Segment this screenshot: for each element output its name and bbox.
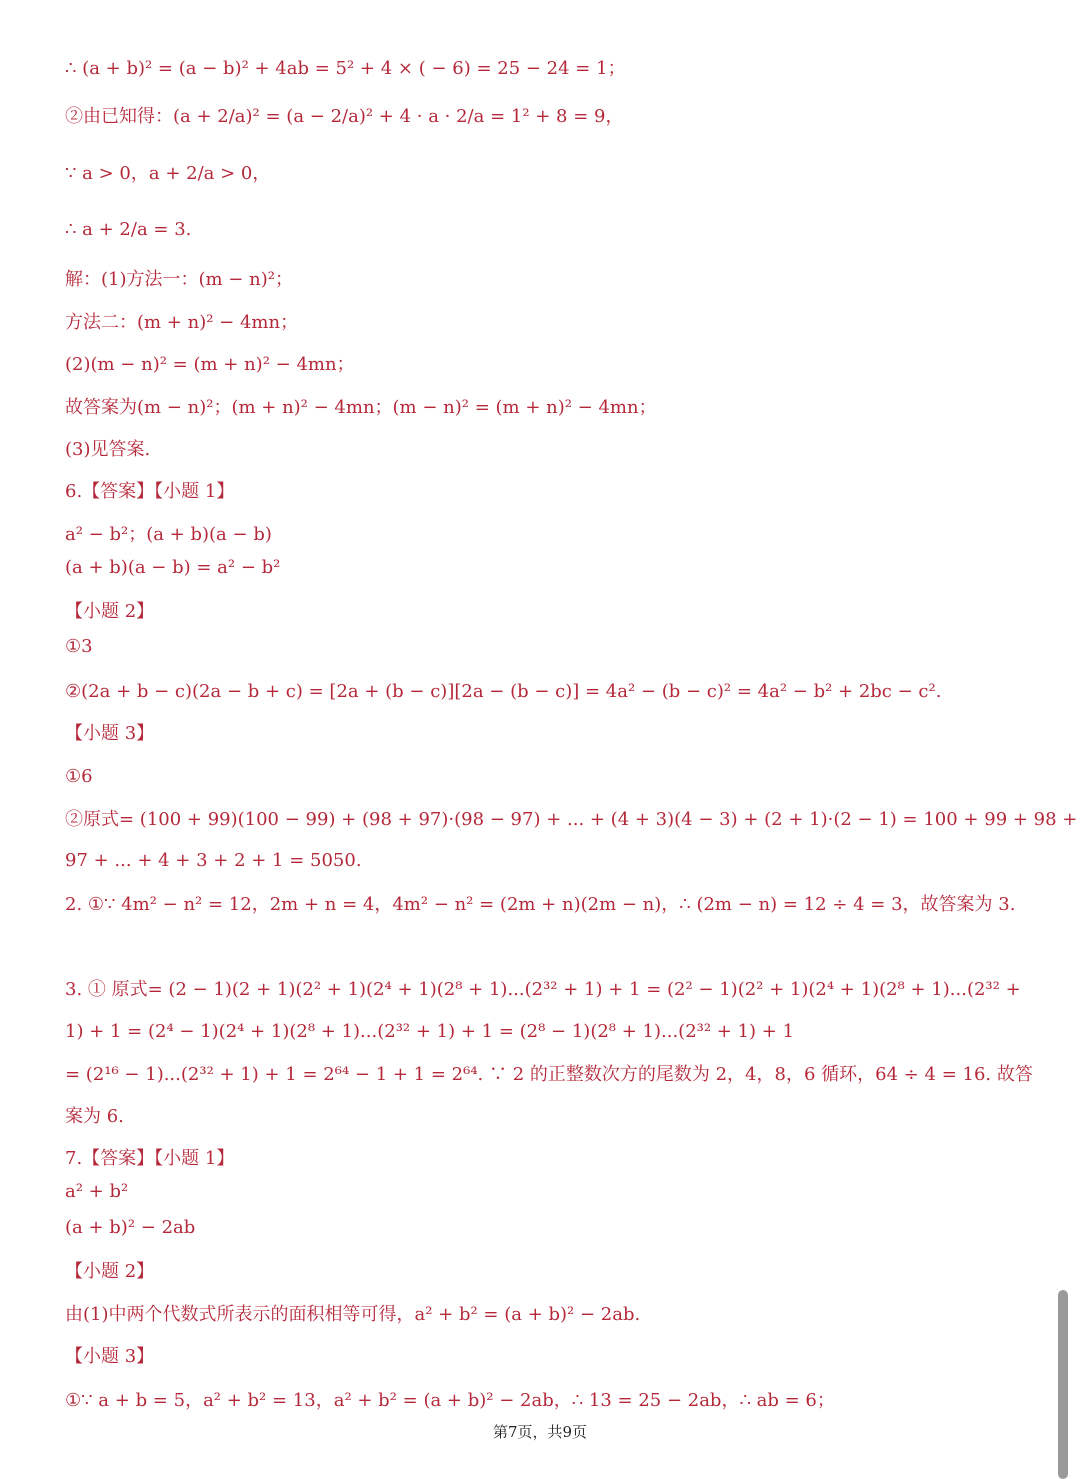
text-line: ①∵ a + b = 5，a² + b² = 13，a² + b² = (a + b)² − 2ab，∴ 13 = 25 − 2ab，∴ ab = 6； xyxy=(65,1390,835,1411)
text-line: (a + b)² − 2ab xyxy=(65,1217,196,1238)
text-line: ∵ a > 0，a + 2/a > 0， xyxy=(65,163,271,184)
text-line: (2)(m − n)² = (m + n)² − 4mn； xyxy=(65,354,355,375)
text-line: a² − b²；(a + b)(a − b) xyxy=(65,524,272,545)
text-line: 1) + 1 = (2⁴ − 1)(2⁴ + 1)(2⁸ + 1)...(2³² + 1) + 1 = (2⁸ − 1)(2⁸ + 1)...(2³² + 1) + 1 xyxy=(65,1021,795,1042)
text-line: ②由已知得：(a + 2/a)² = (a − 2/a)² + 4 · a · 2/a = 1² + 8 = 9， xyxy=(65,106,624,127)
subsection-heading: 【小题 2】 xyxy=(65,601,155,622)
text-line: 故答案为(m − n)²；(m + n)² − 4mn；(m − n)² = (m + n)² − 4mn； xyxy=(65,397,657,418)
text-line: = (2¹⁶ − 1)...(2³² + 1) + 1 = 2⁶⁴ − 1 + 1 = 2⁶⁴. ∵ 2 的正整数次方的尾数为 2，4，8，6 循环，64 ÷ 4 = 16. 故答 xyxy=(65,1064,1033,1085)
vertical-scrollbar[interactable] xyxy=(1058,1290,1068,1479)
section-heading: 6.【答案】【小题 1】 xyxy=(65,481,235,502)
text-line: 2. ①∵ 4m² − n² = 12，2m + n = 4，4m² − n² = (2m + n)(2m − n)，∴ (2m − n) = 12 ÷ 4 = 3，故答案为 3. xyxy=(65,894,1016,915)
text-line: ①6 xyxy=(65,766,93,787)
text-line: 97 + ... + 4 + 3 + 2 + 1 = 5050. xyxy=(65,850,362,871)
subsection-heading: 【小题 3】 xyxy=(65,723,155,744)
page-number-footer: 第7页，共9页 xyxy=(492,1423,588,1441)
text-line: (a + b)(a − b) = a² − b² xyxy=(65,557,281,578)
text-line: 由(1)中两个代数式所表示的面积相等可得，a² + b² = (a + b)² − 2ab. xyxy=(65,1304,641,1325)
subsection-heading: 【小题 2】 xyxy=(65,1261,155,1282)
text-line: 解：(1)方法一：(m − n)²； xyxy=(65,269,293,290)
text-line: 案为 6. xyxy=(65,1106,124,1127)
text-line: a² + b² xyxy=(65,1181,129,1202)
text-line: ②(2a + b − c)(2a − b + c) = [2a + (b − c)][2a − (b − c)] = 4a² − (b − c)² = 4a² − b² + 2bc − c². xyxy=(65,681,942,702)
text-line: (3)见答案. xyxy=(65,439,151,460)
text-line: 3. ① 原式= (2 − 1)(2 + 1)(2² + 1)(2⁴ + 1)(2⁸ + 1)...(2³² + 1) + 1 = (2² − 1)(2² + 1)(2⁴ + 1)(2⁸ + 1)...(2³² + xyxy=(65,979,1021,1000)
text-line: ②原式= (100 + 99)(100 − 99) + (98 + 97)·(98 − 97) + ... + (4 + 3)(4 − 3) + (2 + 1)·(2 − 1) = 100 + 99 + 98 + xyxy=(65,809,1078,830)
subsection-heading: 【小题 3】 xyxy=(65,1346,155,1367)
text-line: ∴ (a + b)² = (a − b)² + 4ab = 5² + 4 × ( − 6) = 25 − 24 = 1； xyxy=(65,58,626,79)
text-line: ∴ a + 2/a = 3. xyxy=(65,219,192,240)
section-heading: 7.【答案】【小题 1】 xyxy=(65,1148,235,1169)
text-line: ①3 xyxy=(65,636,93,657)
text-line: 方法二：(m + n)² − 4mn； xyxy=(65,312,299,333)
